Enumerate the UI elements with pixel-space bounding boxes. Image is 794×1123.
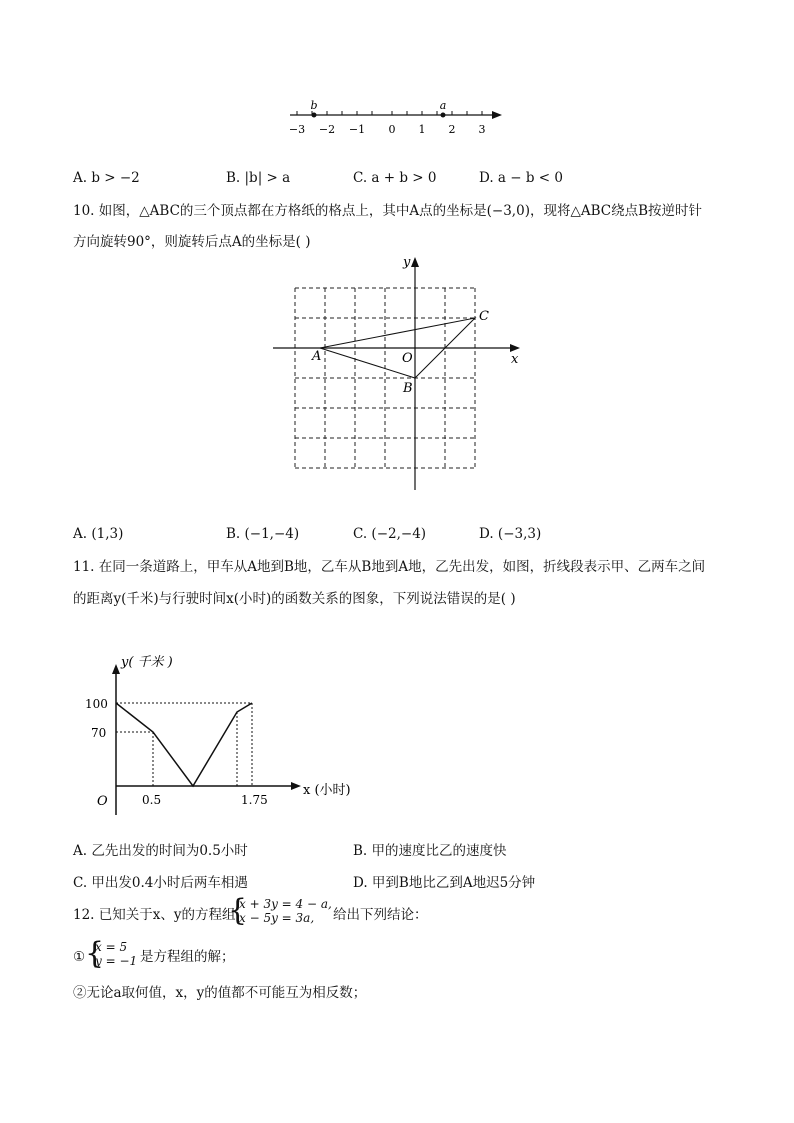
distance-polyline bbox=[116, 703, 252, 786]
solution-x: x = 5 bbox=[95, 940, 128, 954]
tick-label: −2 bbox=[318, 123, 336, 136]
vertex-a-label: A bbox=[312, 349, 322, 364]
q10-grid-figure bbox=[265, 250, 530, 495]
q10-stem-line1: 10. 如图，△ABC的三个顶点都在方格纸的格点上，其中A点的坐标是(−3,0)，现将△ABC绕点B按逆时针 bbox=[73, 203, 703, 219]
tick-label: 0 bbox=[388, 123, 396, 136]
tick-label: 3 bbox=[478, 123, 486, 136]
q11-option-d[interactable]: D. 甲到B地比乙到A地迟5分钟 bbox=[353, 875, 536, 891]
q11-option-c[interactable]: C. 甲出发0.4小时后两车相遇 bbox=[73, 875, 248, 891]
q11-option-b[interactable]: B. 甲的速度比乙的速度快 bbox=[353, 843, 507, 859]
q10-option-b[interactable]: B. (−1,−4) bbox=[226, 526, 300, 542]
y-tick-70: 70 bbox=[91, 726, 107, 740]
q12-stem-prefix: 12. 已知关于x、y的方程组 bbox=[73, 907, 236, 923]
system-brace: { bbox=[228, 893, 248, 928]
origin-label: O bbox=[97, 794, 108, 809]
q9-option-a[interactable]: A. b > −2 bbox=[73, 170, 140, 186]
solution-y: y = −1 bbox=[95, 954, 138, 968]
system-equation-2: x − 5y = 3a, bbox=[239, 911, 315, 925]
number-line-figure bbox=[280, 98, 510, 140]
y-axis-label: y bbox=[403, 255, 411, 270]
x-tick-0.5: 0.5 bbox=[142, 793, 162, 807]
point-a-label: a bbox=[439, 99, 447, 112]
q10-stem-line2: 方向旋转90°，则旋转后点A的坐标是( ) bbox=[73, 234, 311, 250]
q12-stem-suffix: 给出下列结论： bbox=[333, 907, 428, 923]
q11-option-a[interactable]: A. 乙先出发的时间为0.5小时 bbox=[73, 843, 248, 859]
q9-option-d[interactable]: D. a − b < 0 bbox=[479, 170, 563, 186]
tick-label: 2 bbox=[448, 123, 456, 136]
q10-option-a[interactable]: A. (1,3) bbox=[73, 526, 124, 542]
conclusion-1-marker: ① bbox=[73, 949, 86, 965]
q11-stem-line2: 的距离y(千米)与行驶时间x(小时)的函数关系的图象，下列说法错误的是( ) bbox=[73, 591, 516, 607]
conclusion-1-text: 是方程组的解； bbox=[140, 949, 235, 965]
vertex-b-label: B bbox=[403, 381, 413, 396]
origin-label: O bbox=[402, 351, 413, 366]
q11-stem-line1: 11. 在同一条道路上，甲车从A地到B地，乙车从B地到A地，乙先出发，如图，折线段表示甲、乙两车之间 bbox=[73, 559, 706, 575]
tick-label: 1 bbox=[418, 123, 426, 136]
q11-graph-figure bbox=[85, 650, 375, 820]
q9-option-c[interactable]: C. a + b > 0 bbox=[353, 170, 437, 186]
vertex-c-label: C bbox=[479, 309, 489, 324]
q9-option-b[interactable]: B. |b| > a bbox=[226, 170, 291, 186]
point-b-label: b bbox=[310, 99, 318, 112]
tick-label: −3 bbox=[288, 123, 306, 136]
q10-option-c[interactable]: C. (−2,−4) bbox=[353, 526, 427, 542]
system-equation-1: x + 3y = 4 − a, bbox=[239, 897, 332, 911]
x-axis-label: x bbox=[511, 352, 519, 367]
tick-label: −1 bbox=[348, 123, 366, 136]
x-axis-label: x (小时) bbox=[303, 783, 351, 798]
y-tick-100: 100 bbox=[85, 697, 108, 711]
point-b-marker bbox=[312, 113, 317, 118]
conclusion-2-text: ②无论a取何值，x，y的值都不可能互为相反数； bbox=[73, 985, 367, 1001]
solution-brace: { bbox=[85, 936, 105, 971]
x-tick-1.75: 1.75 bbox=[241, 793, 268, 807]
point-a-marker bbox=[441, 113, 446, 118]
q10-option-d[interactable]: D. (−3,3) bbox=[479, 526, 542, 542]
y-axis-label: y( 千米 ) bbox=[121, 655, 173, 670]
